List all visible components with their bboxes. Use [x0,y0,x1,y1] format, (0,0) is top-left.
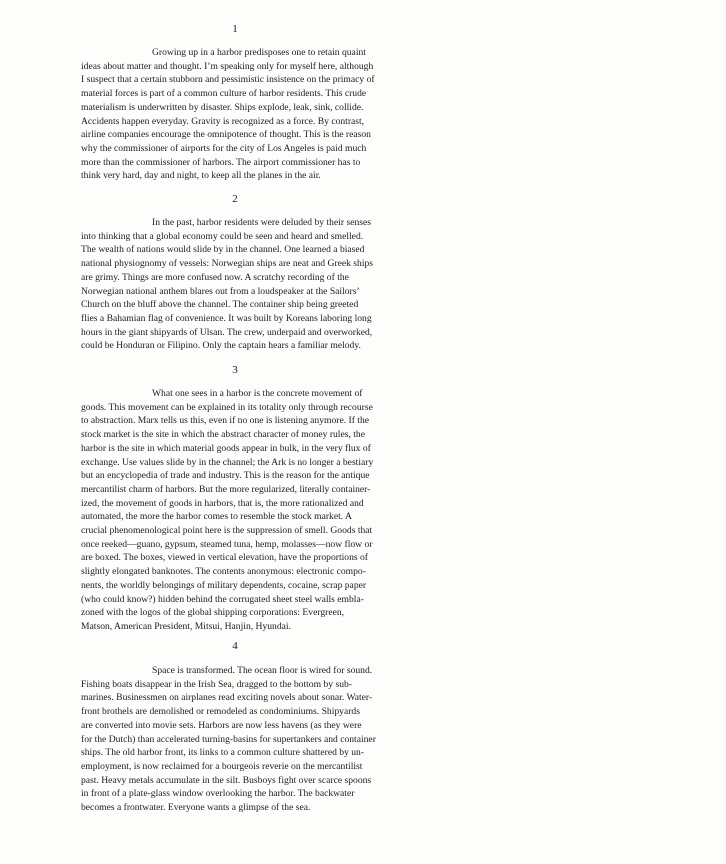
text-line: exchange. Use values slide by in the channel; the Ark is no longer a bestiary [81,456,374,468]
text-line: Accidents happen everyday. Gravity is recognized as a force. By contrast, [81,115,365,127]
text-line: crucial phenomenological point here is the suppression of smell. Goods that [81,525,373,537]
text-line: materialism is underwritten by disaster. Ships explode, leak, sink, collide. [81,101,364,113]
text-line: I suspect that a certain stubborn and pessimistic insistence on the primacy of [81,74,375,86]
text-line: Norwegian national anthem blares out from a loudspeaker at the Sailors’ [81,285,360,297]
text-line: zoned with the logos of the global shipping corporations: Evergreen, [81,607,345,619]
text-line: think very hard, day and night, to keep all the planes in the air. [81,170,321,182]
paragraph-3 [81,387,421,634]
text-line: hours in the giant shipyards of Ulsan. The crew, underpaid and overworked, [81,326,373,338]
text-line: could be Honduran or Filipino. Only the captain hears a familiar melody. [81,340,361,352]
text-line: national physiognomy of vessels: Norwegian ships are neat and Greek ships [81,258,374,270]
text-line: to abstraction. Marx tells us this, even if no one is listening anymore. If the [81,415,370,427]
text-line: Matson, American President, Mitsui, Hanjin, Hyundai. [81,620,291,632]
text-line: automated, the more the harbor comes to resemble the stock market. A [81,511,352,523]
text-line: employment, is now reclaimed for a bourgeois reverie on the mercantilist [81,760,363,772]
text-line: more than the commissioner of harbors. The airport commissioner has to [81,156,361,168]
text-line: Space is transformed. The ocean floor is wired for sound. [152,665,373,676]
text-line: In the past, harbor residents were deluded by their senses [152,217,371,228]
text-line: are grimy. Things are more confused now. A scratchy recording of the [81,271,349,283]
text-line: mercantilist charm of harbors. But the more regularized, literally container- [81,483,371,495]
text-line: What one sees in a harbor is the concrete movement of [152,388,363,399]
text-line: (who could know?) hidden behind the corrugated sheet steel walls embla- [81,593,364,605]
section-number-4: 4 [232,640,238,652]
text-line: becomes a frontwater. Everyone wants a glimpse of the sea. [81,802,311,814]
text-line: into thinking that a global economy could be seen and heard and smelled. [81,230,364,242]
text-line: ships. The old harbor front, its links to a common culture shattered by un- [81,747,365,759]
paragraph-4 [81,664,421,815]
text-line: material forces is part of a common culture of harbor residents. This crude [81,88,367,100]
text-line: stock market is the site in which the abstract character of money rules, the [81,429,365,441]
text-line: ized, the movement of goods in harbors, that is, the more rationalized and [81,497,364,509]
text-line: are converted into movie sets. Harbors are now less havens (as they were [81,719,362,731]
text-line: The wealth of nations would slide by in the channel. One learned a biased [81,244,365,256]
section-number-3: 3 [232,364,238,376]
text-line: marines. Businessmen on airplanes read exciting novels about sonar. Water- [81,692,373,704]
text-line: flies a Bahamian flag of convenience. It was built by Koreans laboring long [81,312,372,324]
paragraph-2 [81,216,421,353]
text-line: why the commissioner of airports for the city of Los Angeles is paid much [81,142,367,154]
text-line: front brothels are demolished or remodeled as condominiums. Shipyards [81,706,360,718]
text-line: Church on the bluff above the channel. The container ship being greeted [81,299,359,311]
text-line: harbor is the site in which material goods appear in bulk, in the very flux of [81,442,371,454]
paragraph-1 [81,46,421,183]
text-line: ideas about matter and thought. I’m speaking only for myself here, although [81,60,374,72]
section-number-1: 1 [232,23,238,35]
text-line: but an encyclopedia of trade and industry. This is the reason for the antique [81,470,370,482]
text-line: in front of a plate-glass window overlooking the harbor. The backwater [81,788,355,800]
text-line: for the Dutch) than accelerated turning-basins for supertankers and container [81,733,376,745]
text-line: Growing up in a harbor predisposes one to retain quaint [152,47,366,58]
text-line: once reeked—guano, gypsum, steamed tuna, hemp, molasses—now flow or [81,538,373,550]
text-line: goods. This movement can be explained in its totality only through recourse [81,401,373,413]
text-line: slightly elongated banknotes. The contents anonymous: electronic compo- [81,566,366,578]
text-line: Fishing boats disappear in the Irish Sea, dragged to the bottom by sub- [81,678,352,690]
text-line: airline companies encourage the omnipotence of thought. This is the reason [81,129,371,141]
text-line: past. Heavy metals accumulate in the silt. Busboys fight over scarce spoons [81,774,372,786]
text-line: nents, the worldly belongings of military dependents, cocaine, scrap paper [81,579,367,591]
text-line: are boxed. The boxes, viewed in vertical elevation, have the proportions of [81,552,369,564]
section-number-2: 2 [232,193,238,205]
